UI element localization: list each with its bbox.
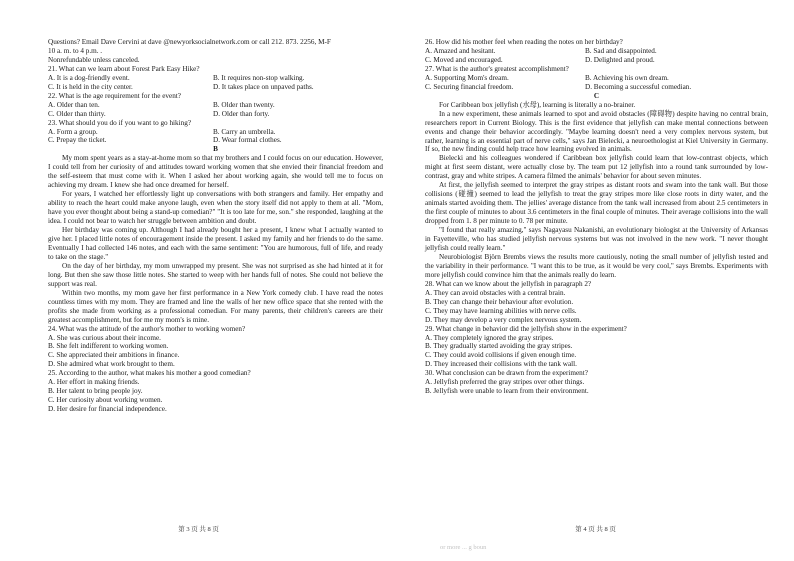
passage-c-paragraph: "I found that really amazing," says Nagayasu Nakanishi, an evolutionary biologist at the University of Arkansas in Fayetteville, who has studied jellyfish nervous systems but was not involved in the new work. "I never thought jellyfish could really learn." bbox=[425, 226, 768, 252]
page-footer: 第 3 页 共 8 页 bbox=[178, 526, 219, 533]
section-b-heading: B bbox=[213, 145, 218, 154]
contact-line: Questions? Email Dave Cervini at dave @newyorksocialnetwork.com or call 212. 873. 2256, M-F bbox=[48, 38, 331, 46]
q27-options-2 bbox=[425, 83, 768, 92]
q22-option-c: C. Older than thirty. bbox=[48, 109, 106, 118]
q26-option-d: D. Delighted and proud. bbox=[585, 55, 655, 64]
passage-b-paragraph: Her birthday was coming up. Although I had already bought her a present, I knew what I actually wanted to give her. I placed little notes of encouragement inside the present. I asked my family and her friends to do the same. Eventually I had collected 146 notes, and each with the same sentiment: "You are humorous, full of life, and ready to take on the stage." bbox=[48, 226, 383, 261]
q21-option-a: A. It is a dog-friendly event. bbox=[48, 73, 130, 82]
question-28: 28. What can we know about the jellyfish in paragraph 2? bbox=[425, 279, 592, 288]
passage-c-paragraph: Bielecki and his colleagues wondered if Caribbean box jellyfish could learn that low-contrast objects, which might at first seem distant, were actually close by. The team put 12 jellyfish into a round tank surrounded by low-contrast, gray and white stripes. A camera filmed the animals' behavior for about seven minutes. bbox=[425, 154, 768, 181]
passage-b-paragraph: On the day of her birthday, my mom unwrapped my present. She was not surprised as she had hinted at it for long. But then she saw those little notes. She started to weep with her hands full of notes. She could not believe the support was real. bbox=[48, 261, 383, 288]
section-c-heading: C bbox=[593, 91, 600, 100]
q22-option-b: B. Older than twenty. bbox=[213, 100, 275, 109]
q22-option-d: D. Older than forty. bbox=[213, 109, 270, 118]
q24-option-a: A. She was curious about their income. bbox=[48, 333, 161, 342]
q23-option-c: C. Prepay the ticket. bbox=[48, 136, 107, 145]
q28-option-b: B. They can change their behaviour after evolution. bbox=[425, 297, 574, 306]
passage-b-paragraph: For years, I watched her effortlessly light up conversations with both strangers and family. Her empathy and ability to reach the heart could make anyone laugh, even when the story itself did not apply to them at all. "Mom, have you ever thought about being a stand-up comedian?" "It is too late for me, son." she responded, laughing at the idea. I could not bear to watch her struggle between ambition and doubt. bbox=[48, 190, 383, 226]
passage-b-paragraph: Within two months, my mom gave her first performance in a New York comedy club. I have read the notes countless times with my mom. They are framed and line the walls of her new office space that she rented with the profits she made from working as a professional comedian. For many parents, their children's careers are their greatest accomplishment, but for me my mom's is mine. bbox=[48, 288, 383, 324]
q24-option-b: B. She felt indifferent to working women. bbox=[48, 342, 169, 351]
passage-c-paragraph: In a new experiment, these animals learned to spot and avoid obstacles (障碍物) despite having no central brain, researchers report in Current Biology. This is the first evidence that jellyfish can make mental connections between events and change their behavior accordingly. "Maybe learning doesn't need a very complex nervous system, but rather, learning is an essential part of nerve cells," says Jan Bielecki, a neuroethologist at Kiel University in Germany. If so, the new finding could help trace how learning evolved in animals. bbox=[425, 109, 768, 154]
q25-option-d: D. Her desire for financial independence. bbox=[48, 405, 167, 414]
q25-option-c: C. Her curiosity about working women. bbox=[48, 396, 163, 405]
q21-option-d: D. It takes place on unpaved paths. bbox=[213, 82, 314, 91]
q27-option-c: C. Securing financial freedom. bbox=[425, 82, 514, 91]
q23-option-b: B. Carry an umbrella. bbox=[213, 127, 276, 136]
q23-options-2 bbox=[48, 136, 383, 145]
q29-option-c: C. They could avoid collisions if given enough time. bbox=[425, 351, 577, 360]
right-page bbox=[397, 0, 794, 561]
question-30: 30. What conclusion can be drawn from the experiment? bbox=[425, 369, 588, 378]
q29-option-d: D. They increased their collisions with the tank wall. bbox=[425, 360, 577, 369]
q27-option-d: D. Becoming a successful comedian. bbox=[585, 82, 692, 91]
q27-option-a: A. Supporting Mom's dream. bbox=[425, 73, 509, 82]
q27-option-b: B. Achieving his own dream. bbox=[585, 73, 669, 82]
question-22: 22. What is the age requirement for the event? bbox=[48, 91, 181, 100]
q21-options bbox=[48, 74, 383, 83]
q29-option-a: A. They completely ignored the gray stripes. bbox=[425, 333, 554, 342]
q27-options bbox=[425, 74, 768, 83]
q26-options bbox=[425, 47, 768, 56]
q28-option-c: C. They may have learning abilities with nerve cells. bbox=[425, 306, 577, 315]
q21-option-b: B. It requires non-stop walking. bbox=[213, 73, 305, 82]
q23-option-d: D. Wear formal clothes. bbox=[213, 136, 282, 145]
q22-options-2 bbox=[48, 110, 383, 119]
q26-option-b: B. Sad and disappointed. bbox=[585, 46, 657, 55]
q24-option-d: D. She admired what work brought to them. bbox=[48, 360, 175, 369]
q21-options-2 bbox=[48, 83, 383, 92]
q22-option-a: A. Older than ten. bbox=[48, 100, 100, 109]
q29-option-b: B. They gradually started avoiding the gray stripes. bbox=[425, 342, 573, 351]
q25-option-a: A. Her effort in making friends. bbox=[48, 378, 140, 387]
question-25: 25. According to the author, what makes his mother a good comedian? bbox=[48, 369, 251, 378]
question-26: 26. How did his mother feel when reading the notes on her birthday? bbox=[425, 38, 623, 46]
q30-option-b: B. Jellyfish were unable to learn from their environment. bbox=[425, 387, 589, 396]
bleed-through-text: or more ... g boun bbox=[440, 544, 487, 551]
q25-option-b: B. Her talent to bring people joy. bbox=[48, 387, 143, 396]
question-27: 27. What is the author's greatest accomplishment? bbox=[425, 64, 569, 73]
hours-line: 10 a. m. to 4 p.m. . bbox=[48, 46, 103, 55]
q26-option-c: C. Moved and encouraged. bbox=[425, 55, 503, 64]
passage-c-paragraph: For Caribbean box jellyfish (水母), learning is literally a no-brainer. bbox=[439, 100, 636, 109]
q28-option-d: D. They may develop a very complex nervous system. bbox=[425, 315, 582, 324]
question-21: 21. What can we learn about Forest Park Easy Hike? bbox=[48, 64, 200, 73]
page-footer: 第 4 页 共 8 页 bbox=[575, 526, 616, 533]
q23-option-a: A. Form a group. bbox=[48, 127, 98, 136]
q23-options bbox=[48, 128, 383, 137]
question-23: 23. What should you do if you want to go hiking? bbox=[48, 118, 192, 127]
q22-options bbox=[48, 101, 383, 110]
question-29: 29. What change in behavior did the jellyfish show in the experiment? bbox=[425, 324, 627, 333]
question-24: 24. What was the attitude of the author's mother to working women? bbox=[48, 324, 246, 333]
q26-options-2 bbox=[425, 56, 768, 65]
passage-c-paragraph: Neurobiologist Björn Brembs views the results more cautiously, noting the small number of jellyfish tested and the variability in their performance. "I want this to be true, as it would be very cool," says Brembs. Experiments with more jellyfish could convince him that the animals really do learn. bbox=[425, 252, 768, 279]
q26-option-a: A. Amazed and hesitant. bbox=[425, 46, 496, 55]
passage-b-paragraph: My mom spent years as a stay-at-home mom so that my brothers and I could focus on our education. However, I could tell from her curiosity of and attitudes toward working women that she envied their financial freedom and the self-esteem that must come with it. When I asked her about working again, she would tell me to focus on achieving my dream. I knew she had once dreamed for herself. bbox=[48, 154, 383, 190]
q24-option-c: C. She appreciated their ambitions in finance. bbox=[48, 351, 180, 360]
q30-option-a: A. Jellyfish preferred the gray stripes over other things. bbox=[425, 378, 585, 387]
passage-c-paragraph: At first, the jellyfish seemed to interpret the gray stripes as distant roots and swam into the tank wall. But those collisions (碰撞) seemed to lead the jellyfish to treat the gray stripes more like close roots in dirty water, and the animals started avoiding them. The jellies' average distance from the tank wall increased from about 2.5 centimeters in the first couple of minutes to about 3.6 centimeters in the final couple of minutes. Their average collisions into the wall dropped from 1. 8 per minute to 0. 78 per minute. bbox=[425, 181, 768, 226]
q28-option-a: A. They can avoid obstacles with a central brain. bbox=[425, 288, 566, 297]
refund-line: Nonrefundable unless canceled. bbox=[48, 55, 140, 64]
q21-option-c: C. It is held in the city center. bbox=[48, 82, 133, 91]
